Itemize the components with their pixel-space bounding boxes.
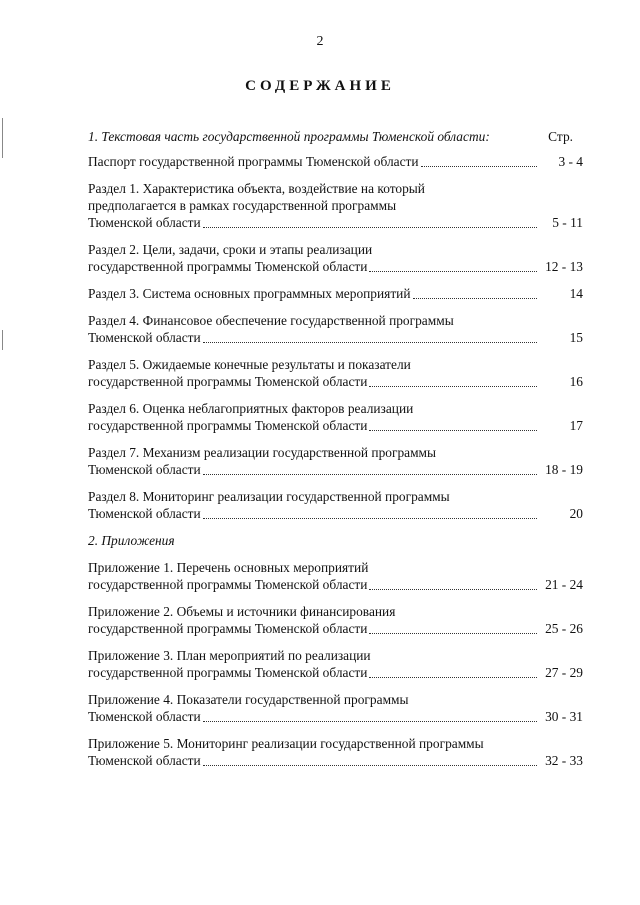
toc-entry-text: государственной программы Тюменской области <box>88 577 368 592</box>
toc-entry-text: Тюменской области <box>88 709 201 724</box>
toc-entry-pages: 14 <box>569 286 583 301</box>
toc-entry <box>88 400 583 434</box>
toc-entry-pages: 16 <box>569 374 583 389</box>
section-1-label: 1. Текстовая часть государственной программы Тюменской области: <box>88 129 490 144</box>
dot-leader <box>203 755 537 766</box>
dot-leader <box>203 464 537 475</box>
toc-entry-last-line <box>88 461 583 478</box>
table-of-contents <box>88 128 583 779</box>
toc-entry <box>88 603 583 637</box>
toc-entry-last-line <box>88 664 583 681</box>
toc-entry-last-line <box>88 258 583 275</box>
scan-edge-mark <box>2 118 3 158</box>
toc-entry-line: Раздел 1. Характеристика объекта, воздействие на который <box>88 181 425 196</box>
toc-entry-last-line <box>88 708 583 725</box>
toc-entry-line: Приложение 2. Объемы и источники финансирования <box>88 604 396 619</box>
toc-entry-last-line <box>88 214 583 231</box>
page-number: 2 <box>316 34 324 49</box>
toc-entry-line: Приложение 4. Показатели государственной программы <box>88 692 409 707</box>
section-1-entries <box>88 153 583 522</box>
section-2-label: 2. Приложения <box>88 533 175 548</box>
toc-entry <box>88 444 583 478</box>
toc-entry-pages: 21 - 24 <box>545 577 583 592</box>
toc-entry-pages: 25 - 26 <box>545 621 583 636</box>
pages-column-header: Стр. <box>548 129 573 144</box>
toc-entry-last-line <box>88 285 583 302</box>
toc-entry <box>88 153 583 170</box>
toc-entry <box>88 312 583 346</box>
toc-entry-pages: 3 - 4 <box>558 154 583 169</box>
toc-entry <box>88 285 583 302</box>
toc-entry <box>88 647 583 681</box>
toc-entry-pages: 30 - 31 <box>545 709 583 724</box>
dot-leader <box>369 579 537 590</box>
section-2-entries <box>88 559 583 769</box>
dot-leader <box>369 261 537 272</box>
dot-leader <box>369 420 537 431</box>
toc-entry-text: Паспорт государственной программы Тюменской области <box>88 154 419 169</box>
toc-entry-text: государственной программы Тюменской области <box>88 665 368 680</box>
toc-entry-text: государственной программы Тюменской области <box>88 621 368 636</box>
toc-entry-text: Тюменской области <box>88 753 201 768</box>
dot-leader <box>369 667 537 678</box>
toc-entry-last-line <box>88 153 583 170</box>
dot-leader <box>369 623 537 634</box>
toc-entry-pages: 5 - 11 <box>552 215 583 230</box>
dot-leader <box>203 217 537 228</box>
toc-entry-last-line <box>88 417 583 434</box>
toc-entry <box>88 559 583 593</box>
dot-leader <box>203 508 537 519</box>
toc-entry-pages: 32 - 33 <box>545 753 583 768</box>
dot-leader <box>421 156 537 167</box>
toc-entry-last-line <box>88 329 583 346</box>
toc-entry-last-line <box>88 576 583 593</box>
toc-entry-line: Раздел 8. Мониторинг реализации государственной программы <box>88 489 450 504</box>
toc-entry-last-line <box>88 620 583 637</box>
toc-entry-text: Тюменской области <box>88 330 201 345</box>
toc-entry-line: Раздел 6. Оценка неблагоприятных факторов реализации <box>88 401 414 416</box>
dot-leader <box>413 288 537 299</box>
toc-entry-line: Раздел 7. Механизм реализации государственной программы <box>88 445 437 460</box>
dot-leader <box>369 376 537 387</box>
toc-entry <box>88 691 583 725</box>
toc-entry-last-line <box>88 505 583 522</box>
toc-entry-pages: 20 <box>569 506 583 521</box>
toc-entry-text: Раздел 3. Система основных программных мероприятий <box>88 286 411 301</box>
toc-entry-pages: 27 - 29 <box>545 665 583 680</box>
toc-entry-last-line <box>88 373 583 390</box>
toc-entry-text: Тюменской области <box>88 506 201 521</box>
toc-entry-pages: 12 - 13 <box>545 259 583 274</box>
toc-entry-pages: 15 <box>569 330 583 345</box>
toc-entry-line: Приложение 1. Перечень основных мероприятий <box>88 560 369 575</box>
toc-entry-text: государственной программы Тюменской области <box>88 418 368 433</box>
toc-entry <box>88 241 583 275</box>
toc-entry-line: Раздел 2. Цели, задачи, сроки и этапы реализации <box>88 242 373 257</box>
toc-entry-line: Приложение 3. План мероприятий по реализации <box>88 648 371 663</box>
page-title: СОДЕРЖАНИЕ <box>245 78 395 94</box>
toc-entry <box>88 356 583 390</box>
dot-leader <box>203 711 537 722</box>
dot-leader <box>203 332 537 343</box>
toc-entry-last-line <box>88 752 583 769</box>
toc-entry-text: государственной программы Тюменской области <box>88 259 368 274</box>
section-1-header <box>88 128 583 145</box>
toc-entry-line: Раздел 4. Финансовое обеспечение государственной программы <box>88 313 454 328</box>
toc-entry <box>88 488 583 522</box>
toc-entry-text: Тюменской области <box>88 462 201 477</box>
toc-entry-line: Приложение 5. Мониторинг реализации государственной программы <box>88 736 484 751</box>
scan-edge-mark <box>2 330 3 350</box>
toc-entry-pages: 18 - 19 <box>545 462 583 477</box>
toc-entry-text: государственной программы Тюменской области <box>88 374 368 389</box>
toc-entry <box>88 180 583 231</box>
toc-entry <box>88 735 583 769</box>
toc-entry-pages: 17 <box>569 418 583 433</box>
toc-entry-line: Раздел 5. Ожидаемые конечные результаты и показатели <box>88 357 411 372</box>
toc-entry-line: предполагается в рамках государственной программы <box>88 198 397 213</box>
toc-entry-text: Тюменской области <box>88 215 201 230</box>
